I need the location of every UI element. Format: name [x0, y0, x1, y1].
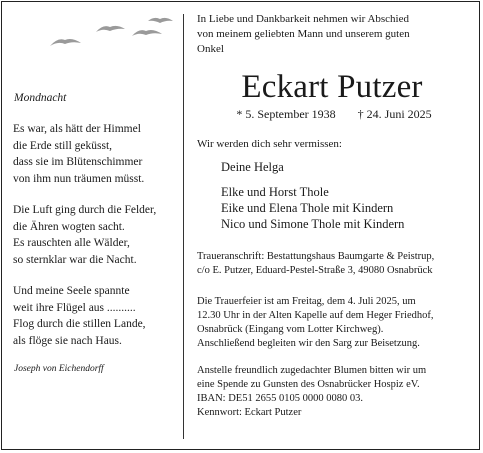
poem-stanza — [13, 202, 178, 268]
funeral-info — [197, 295, 471, 351]
deceased-name: Eckart Putzer — [241, 69, 423, 105]
column-divider — [183, 14, 184, 439]
poem-author: Joseph von Eichendorff — [14, 364, 104, 374]
birth-date: * 5. September 1938 — [236, 107, 336, 121]
poem-line: von ihm nun träumen müsst. — [13, 172, 145, 185]
address-line: c/o E. Putzer, Eduard-Pestel-Straße 3, 49080 Osnabrück — [197, 265, 433, 276]
mourner-name: Deine Helga — [221, 160, 284, 174]
intro-line: Onkel — [197, 43, 224, 55]
funeral-line: Anschließend begleiten wir den Sarg zur Beisetzung. — [197, 338, 420, 349]
mourners — [221, 159, 471, 232]
donation-line: Anstelle freundlich zugedachter Blumen bitten wir um — [197, 365, 427, 376]
mourner-name: Nico und Simone Thole mit Kindern — [221, 217, 405, 231]
funeral-line: Die Trauerfeier ist am Freitag, dem 4. Juli 2025, um — [197, 296, 416, 307]
poem-line: Und meine Seele spannte — [13, 285, 130, 297]
poem-title: Mondnacht — [14, 92, 67, 104]
poem-line: als flöge sie nach Haus. — [13, 334, 122, 347]
poem-line: Flog durch die stillen Lande, — [13, 318, 146, 330]
poem-line: weit ihre Flügel aus .......... — [13, 301, 136, 314]
poem-stanza — [13, 121, 178, 187]
obituary — [197, 12, 471, 420]
intro-text — [197, 12, 471, 57]
intro-line: In Liebe und Dankbarkeit nehmen wir Abschied — [197, 13, 409, 25]
mourning-address — [197, 250, 471, 278]
poem-line: die Erde still geküsst, — [13, 139, 113, 152]
poem-stanza — [13, 283, 178, 349]
mourner-name: Eike und Elena Thole mit Kindern — [221, 201, 394, 215]
poem-line: Die Luft ging durch die Felder, — [13, 204, 157, 216]
poem-line: Es war, als hätt der Himmel — [13, 123, 141, 135]
address-line: Traueranschrift: Bestattungshaus Baumgarte & Peistrup, — [197, 251, 435, 262]
death-date: † 24. Juni 2025 — [357, 107, 432, 121]
birds-icon — [48, 16, 178, 50]
poem — [13, 92, 178, 374]
poem-line: Es rauschten alle Wälder, — [13, 237, 130, 249]
funeral-line: 12.30 Uhr in der Alten Kapelle auf dem Heger Friedhof, — [197, 310, 434, 321]
intro-line: von meinem geliebten Mann und unserem guten — [197, 28, 410, 40]
funeral-line: Osnabrück (Eingang vom Lotter Kirchweg). — [197, 324, 384, 335]
poem-line: dass sie im Blütenschimmer — [13, 156, 143, 168]
poem-line: die Ähren wogten sacht. — [13, 220, 125, 233]
donation-info — [197, 364, 471, 420]
life-dates — [197, 107, 471, 122]
poem-line: so sternklar war die Nacht. — [13, 253, 137, 266]
donation-line: Kennwort: Eckart Putzer — [197, 407, 302, 418]
miss-text: Wir werden dich sehr vermissen: — [197, 138, 342, 150]
mourner-name: Elke und Horst Thole — [221, 185, 329, 199]
donation-line: IBAN: DE51 2655 0105 0000 0080 03. — [197, 393, 363, 404]
donation-line: eine Spende zu Gunsten des Osnabrücker Hospiz eV. — [197, 379, 420, 390]
